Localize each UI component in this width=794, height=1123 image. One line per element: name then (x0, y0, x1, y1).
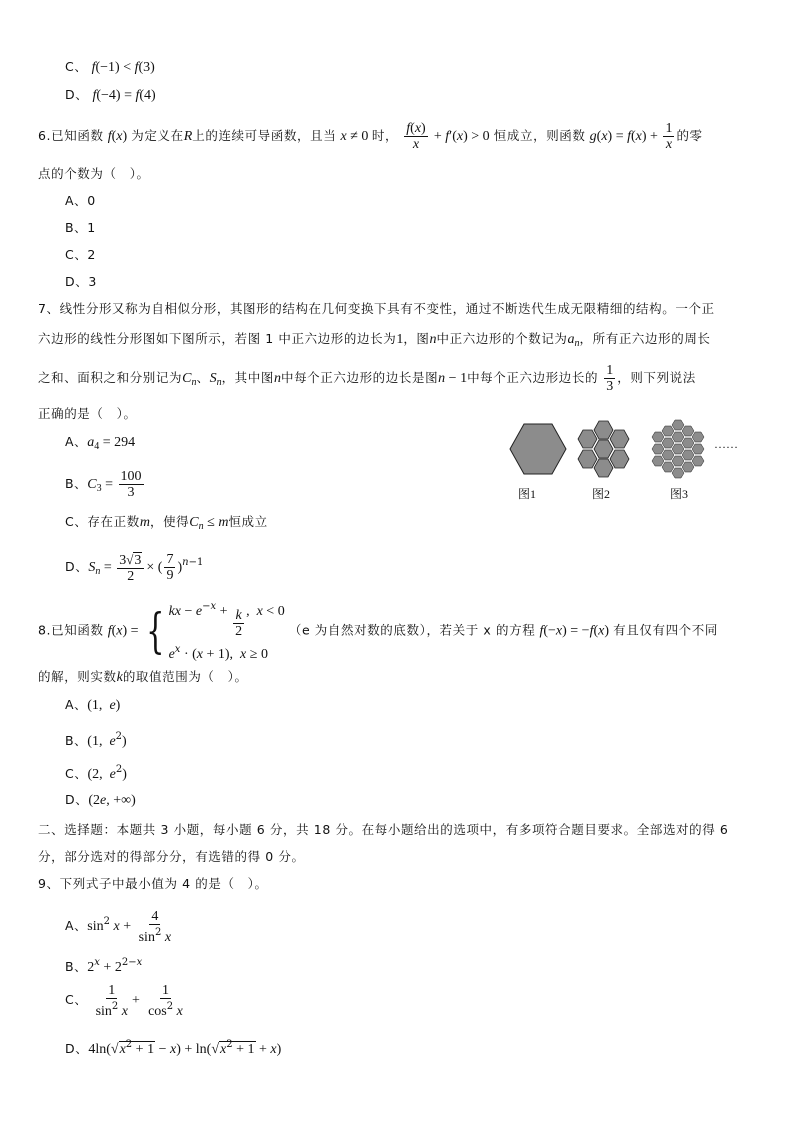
q5-option-c: C、 f(−1) < f(3) (65, 59, 155, 75)
figure1-caption: 图1 (518, 487, 537, 501)
q9-option-b: B、$2^x + 2^{2-x}$ (65, 957, 143, 975)
q7-option-a: A、$a_4 = 294$ (65, 434, 136, 452)
q6-option-b: B、1 (65, 220, 96, 235)
section2-instructions-line2: 分，部分选对的得部分分，有选错的得 0 分。 (38, 849, 305, 864)
q7-fractal-figures (490, 405, 750, 505)
q6-option-c: C、2 (65, 247, 96, 262)
q6-option-d: D、3 (65, 274, 97, 289)
q8-option-c: C、(2, $e^2$) (65, 764, 127, 782)
q7-stem-line4: 正确的是（ ）。 (38, 406, 137, 421)
q7-option-c: C、存在正数m，使得$C_n \le m$恒成立 (65, 514, 268, 532)
figure-continuation-ellipsis: …… (714, 437, 738, 451)
q5-option-d: D、 f(−4) = f(4) (65, 87, 156, 103)
q8-stem-line2: 的解，则实数k的取值范围为（ ）。 (38, 669, 248, 685)
section2-instructions: 二、选择题：本题共 3 小题，每小题 6 分，共 18 分。在每小题给出的选项中，有多项符合题目要求。全部选对的得 6 (38, 822, 729, 837)
figure3-hexagons (652, 420, 704, 478)
q6-stem-line2: 点的个数为（ ）。 (38, 166, 150, 181)
q7-option-d: D、$S_n$ = $\frac{3√3}{2}$ × ( $\frac{7}{9}$ )$^{n-1}$ (65, 551, 204, 584)
q8-stem: 8.已知函数 f(x) = { kx − $e^{-x}$ + $\frac{k}{2}$ , x < 0 $e^x \cdot (x + 1)$, x ≥ 0 （e 为自然对数的底数），若关于 x 的方程 f(−x) = −f(x) 有且仅有四个不同 (38, 601, 718, 662)
q7-option-b: B、$C_3$ = $\frac{100}{3}$ (65, 469, 142, 500)
figure2-hexagons (578, 421, 629, 477)
q7-stem-line1: 7、线性分形又称为自相似分形，其图形的结构在几何变换下具有不变性，通过不断迭代生成无限精细的结构。一个正 (38, 301, 715, 316)
q6-option-a: A、0 (65, 193, 96, 208)
q9-option-d: D、$4\ln(√x^2 + 1 - x) + \ln(√x^2 + 1 + x)$ (65, 1039, 282, 1057)
q9-option-c: C、 $\frac{1}{\sin^2 x}$ + $\frac{1}{\cos^2 x}$ (65, 982, 183, 1019)
q8-option-d: D、(2e, +∞) (65, 792, 136, 808)
q8-option-a: A、(1, e) (65, 697, 121, 713)
figure1-hexagon (510, 424, 566, 474)
figure2-caption: 图2 (592, 487, 611, 501)
figure3-caption: 图3 (670, 487, 689, 501)
q9-stem: 9、下列式子中最小值为 4 的是（ ）。 (38, 876, 268, 891)
q7-stem-line3: 之和、面积之和分别记为$C_n$、$S_n$，其中图n中每个正六边形的边长是图n − 1中每个正六边形边长的 $\frac{1}{3}$ ，则下列说法 (38, 363, 696, 394)
q8-option-b: B、(1, $e^2$) (65, 731, 127, 749)
q6-stem: 6.已知函数 f(x) 为定义在R上的连续可导函数，且当 x ≠ 0 时， $\frac{f(x)}{x}$ + f′(x) > 0 恒成立，则函数 g(x) = f(x) + $\frac{1}{x}$ 的零 (38, 121, 703, 152)
q7-stem-line2: 六边形的线性分形图如下图所示，若图 1 中正六边形的边长为1，图n中正六边形的个数记为$a_n$，所有正六边形的周长 (38, 331, 711, 349)
q9-option-a: A、$\sin^2 x$ + $\frac{4}{\sin^2 x}$ (65, 908, 172, 945)
